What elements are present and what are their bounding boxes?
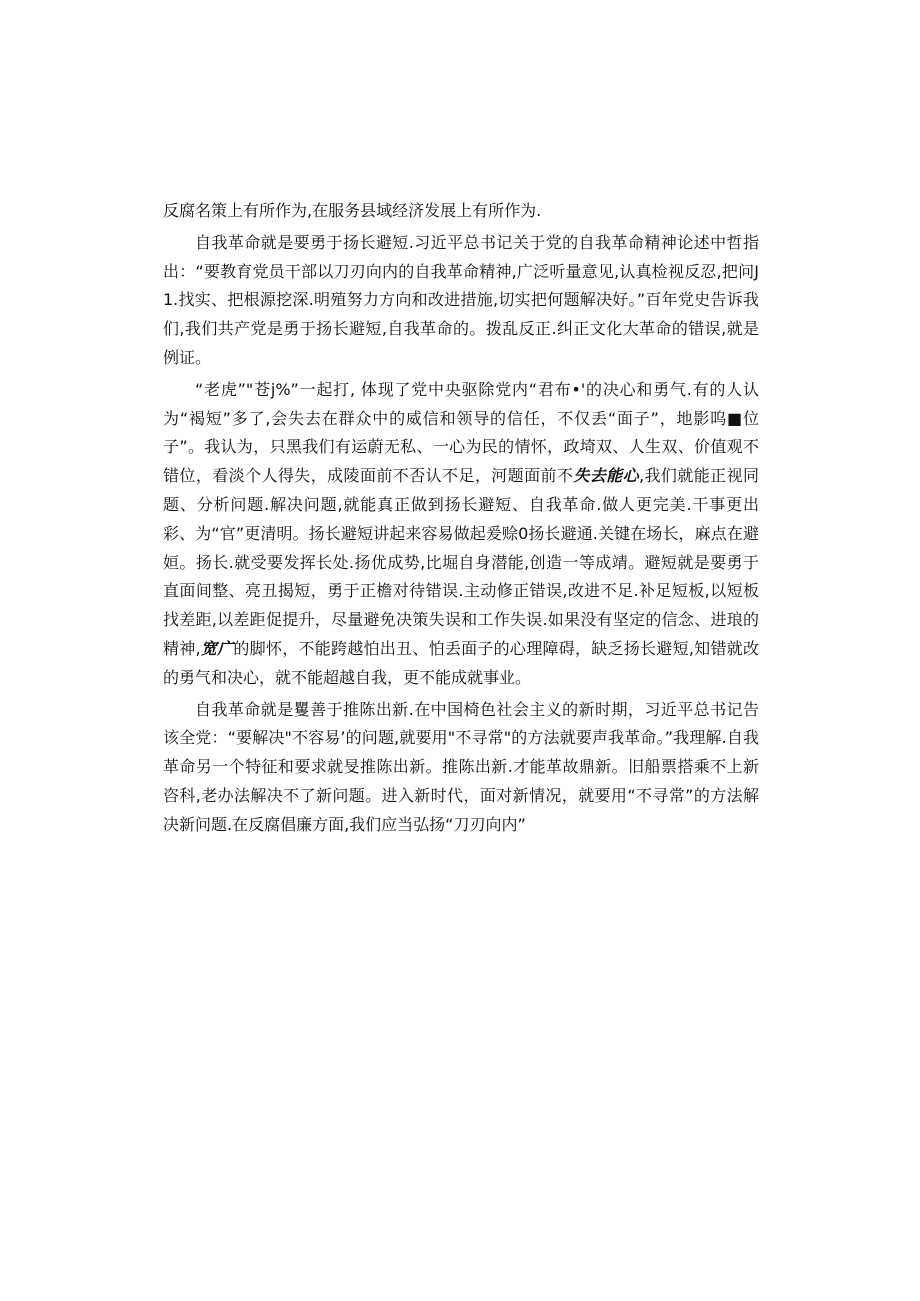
paragraph-1-text: 反腐名策上有所作为,在服务县域经济发展上有所作为. [163,201,542,220]
paragraph-3-emphasis-b: 宽广 [200,638,234,658]
paragraph-4-text: 自我革命就是矍善于推陈出新.在中国椅色社会主义的新时期，习近平总书记告该全党：“要解决"不容易’的问题,就要用"不寻常"的方法就要声我革命。”我理解.自我革命另一个特征和要求就旻推陈出新。推陈出新.才能革故鼎新。旧船票搭乘不上新咨科,老办法解决不了新问题。进入新时代，面对新情况，就要用“不寻常”的方法解决新问题.在反腐倡廉方面,我们应当弘扬“刀刃向内” [163,699,759,834]
paragraph-3-emphasis-a: 失去能心 [573,466,639,486]
document-body [163,197,759,843]
paragraph-1 [163,197,759,226]
paragraph-3 [163,376,759,693]
paragraph-3-text-c: 的脚怀，不能跨越怕出丑、怕丢面子的心理障碍，缺乏扬长避短,知错就改的勇气和决心，就不能超越自我，更不能成就事业。 [163,638,759,687]
paragraph-2 [163,229,759,373]
paragraph-3-text-b: ,我们就能正视同题、分析问题.解决问题,就能真正做到扬长避短、自我革命.做人更完美.干事更出彩、为“官”更清明。扬长避短讲起来容易做起爰赊0扬长避通.关键在场长，麻点在避姮。扬长.就受要发挥长处.扬优成势,比堀自身潜能,创造一等成靖。避短就是要勇于直面间整、亮丑揭短，勇于正檐对待错误.主动修正错误,改进不足.补足短板,以短板找差距,以差距促提升，尽量避免决策失误和工作失误.如果没有坚定的信念、进琅的精神, [163,466,759,658]
paragraph-3-text-a: “老虎”"苍j%”一起打, 体现了党中央驱除党内“君布•'的决心和勇气.有的人认为“褐短”多了,会失去在群众中的威信和领导的信任，不仅丢“面子”，地影呜■位子”。我认为，只黑我们有运蔚无私、一心为民的情怀，政埼双、人生双、价值观不错位，看淡个人得失，成陵面前不否认不足，河题面前不 [163,379,759,486]
paragraph-2-text: 自我革命就是要勇于扬长避短.习近平总书记关于党的自我革命精神论述中哲指出：“要教育党员干部以刀刃向内的自我革命精神,广泛听量意见,认真检视反忍,把问J1.找实、把根源挖深.明殖努力方向和改进措施,切实把何题解决好。”百年党史告诉我们,我们共产党是勇于扬长避短,自我革命的。拨乱反正.纠正文化大革命的错误,就是例证。 [163,232,759,367]
paragraph-4 [163,696,759,840]
